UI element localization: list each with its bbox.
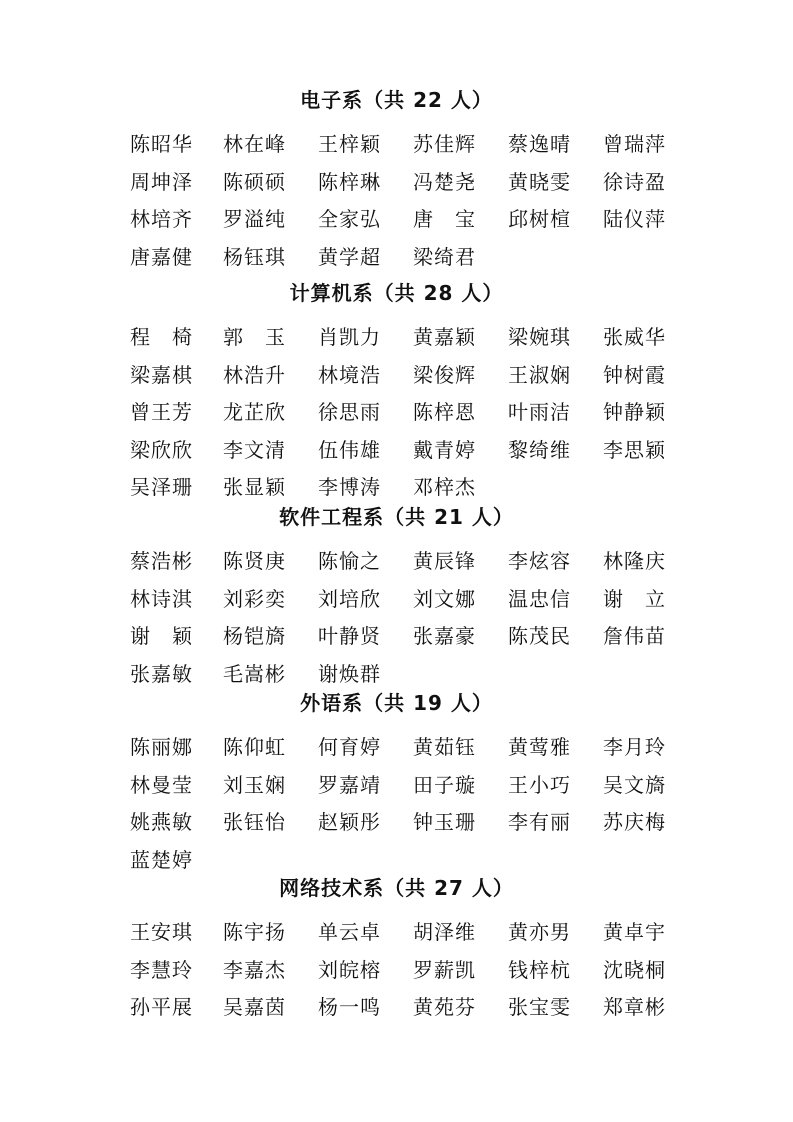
member-name: 唐 宝 xyxy=(413,207,476,231)
member-name: 钟树霞 xyxy=(603,362,666,387)
member-name: 张嘉豪 xyxy=(413,624,476,648)
member-name: 林浩升 xyxy=(223,362,286,387)
member-name: 林培齐 xyxy=(130,207,193,231)
member-name: 钱梓杭 xyxy=(508,957,571,982)
member-name: 杨铠旖 xyxy=(223,624,286,648)
member-name: 单云卓 xyxy=(318,920,381,944)
member-name: 龙芷欣 xyxy=(223,400,286,424)
member-name: 谢 颖 xyxy=(130,624,193,648)
member-name: 陆仪萍 xyxy=(603,207,666,231)
member-name: 刘玉娴 xyxy=(223,772,286,797)
member-name: 黄亦男 xyxy=(508,920,571,944)
member-name: 李慧玲 xyxy=(130,957,193,982)
member-name: 梁嘉棋 xyxy=(130,362,193,387)
member-name: 陈宇扬 xyxy=(223,920,286,944)
member-name: 何育婷 xyxy=(318,735,381,759)
member-name: 刘彩奕 xyxy=(223,586,286,611)
member-name: 陈昭华 xyxy=(130,132,193,156)
member-name: 李有丽 xyxy=(508,810,571,834)
member-name: 黄晓雯 xyxy=(508,169,571,194)
member-name: 唐嘉健 xyxy=(130,244,193,269)
member-name: 黄莺雅 xyxy=(508,735,571,759)
member-name: 李月玲 xyxy=(603,735,666,759)
member-name: 全家弘 xyxy=(318,207,381,231)
member-name: 李炫容 xyxy=(508,549,571,573)
member-name: 林境浩 xyxy=(318,362,381,387)
member-name: 陈梓琳 xyxy=(318,169,381,194)
member-name: 程 椅 xyxy=(130,325,193,349)
member-name: 张威华 xyxy=(603,325,666,349)
member-name: 邱树楦 xyxy=(508,207,571,231)
member-name: 李博涛 xyxy=(318,475,381,499)
member-name: 陈贤庚 xyxy=(223,549,286,573)
member-name: 杨钰琪 xyxy=(223,244,286,269)
member-name: 郑章彬 xyxy=(603,995,666,1019)
member-name: 毛嵩彬 xyxy=(223,661,286,686)
member-name: 吴嘉茵 xyxy=(223,995,286,1019)
member-name: 曾瑞萍 xyxy=(603,132,666,156)
member-name: 李文清 xyxy=(223,437,286,462)
member-name: 陈硕硕 xyxy=(223,169,286,194)
member-name: 黄嘉颖 xyxy=(413,325,476,349)
member-name: 刘文娜 xyxy=(413,586,476,611)
section-title: 计算机系（共 28 人） xyxy=(289,281,504,305)
member-name: 李嘉杰 xyxy=(223,957,286,982)
member-name: 黄茹钰 xyxy=(413,735,476,759)
member-name: 赵颖彤 xyxy=(318,810,381,834)
member-name: 谢焕群 xyxy=(318,661,381,686)
member-name: 梁绮君 xyxy=(413,244,476,269)
member-name: 沈晓桐 xyxy=(603,957,666,982)
member-name: 陈丽娜 xyxy=(130,735,193,759)
member-name: 胡泽维 xyxy=(413,920,476,944)
member-name: 刘培欣 xyxy=(318,586,381,611)
member-name: 钟静颖 xyxy=(603,400,666,424)
member-name: 黄辰锋 xyxy=(413,549,476,573)
member-name: 王梓颖 xyxy=(318,132,381,156)
member-name: 蓝楚婷 xyxy=(130,847,193,872)
member-name: 黄卓宇 xyxy=(603,920,666,944)
member-name: 孙平展 xyxy=(130,995,193,1019)
member-name: 温忠信 xyxy=(508,586,571,611)
member-name: 梁俊辉 xyxy=(413,362,476,387)
member-name: 郭 玉 xyxy=(223,325,286,349)
member-name: 冯楚尧 xyxy=(413,169,476,194)
member-name: 詹伟苗 xyxy=(603,624,666,648)
member-name: 吴文旖 xyxy=(603,772,666,797)
member-name: 徐诗盈 xyxy=(603,169,666,194)
member-name: 周坤泽 xyxy=(130,169,193,194)
member-name: 叶静贤 xyxy=(318,624,381,648)
member-name: 钟玉珊 xyxy=(413,810,476,834)
member-name: 苏庆梅 xyxy=(603,810,666,834)
member-name: 王淑娴 xyxy=(508,362,571,387)
member-name: 苏佳辉 xyxy=(413,132,476,156)
member-name: 罗溢纯 xyxy=(223,207,286,231)
member-name: 王安琪 xyxy=(130,920,193,944)
member-name: 陈愉之 xyxy=(318,549,381,573)
member-name: 李思颖 xyxy=(603,437,666,462)
member-name: 张宝雯 xyxy=(508,995,571,1019)
member-name: 陈茂民 xyxy=(508,624,571,648)
member-name: 伍伟雄 xyxy=(318,437,381,462)
member-name: 林诗淇 xyxy=(130,586,193,611)
member-name: 梁欣欣 xyxy=(130,437,193,462)
member-name: 王小巧 xyxy=(508,772,571,797)
member-name: 徐思雨 xyxy=(318,400,381,424)
member-name: 罗薪凯 xyxy=(413,957,476,982)
member-name: 吴泽珊 xyxy=(130,475,193,499)
member-name: 陈梓恩 xyxy=(413,400,476,424)
section-title: 软件工程系（共 21 人） xyxy=(279,505,514,529)
member-name: 梁婉琪 xyxy=(508,325,571,349)
section-title: 电子系（共 22 人） xyxy=(300,88,493,112)
member-name: 林曼莹 xyxy=(130,772,193,797)
member-name: 叶雨洁 xyxy=(508,400,571,424)
member-name: 张显颖 xyxy=(223,475,286,499)
member-name: 蔡逸晴 xyxy=(508,132,571,156)
member-name: 姚燕敏 xyxy=(130,810,193,834)
member-name: 张钰怡 xyxy=(223,810,286,834)
member-name: 罗嘉靖 xyxy=(318,772,381,797)
member-name: 黄苑芬 xyxy=(413,995,476,1019)
member-name: 陈仰虹 xyxy=(223,735,286,759)
member-name: 肖凯力 xyxy=(318,325,381,349)
member-name: 戴青婷 xyxy=(413,437,476,462)
member-name: 田子璇 xyxy=(413,772,476,797)
section-title: 外语系（共 19 人） xyxy=(300,691,493,715)
section-title: 网络技术系（共 27 人） xyxy=(279,876,514,900)
member-name: 黎绮维 xyxy=(508,437,571,462)
member-name: 刘皖榕 xyxy=(318,957,381,982)
member-name: 林在峰 xyxy=(223,132,286,156)
member-name: 谢 立 xyxy=(603,586,666,611)
member-name: 邓梓杰 xyxy=(413,475,476,499)
member-name: 曾王芳 xyxy=(130,400,193,424)
member-name: 杨一鸣 xyxy=(318,995,381,1019)
member-name: 林隆庆 xyxy=(603,549,666,573)
member-name: 蔡浩彬 xyxy=(130,549,193,573)
member-name: 黄学超 xyxy=(318,244,381,269)
member-name: 张嘉敏 xyxy=(130,661,193,686)
